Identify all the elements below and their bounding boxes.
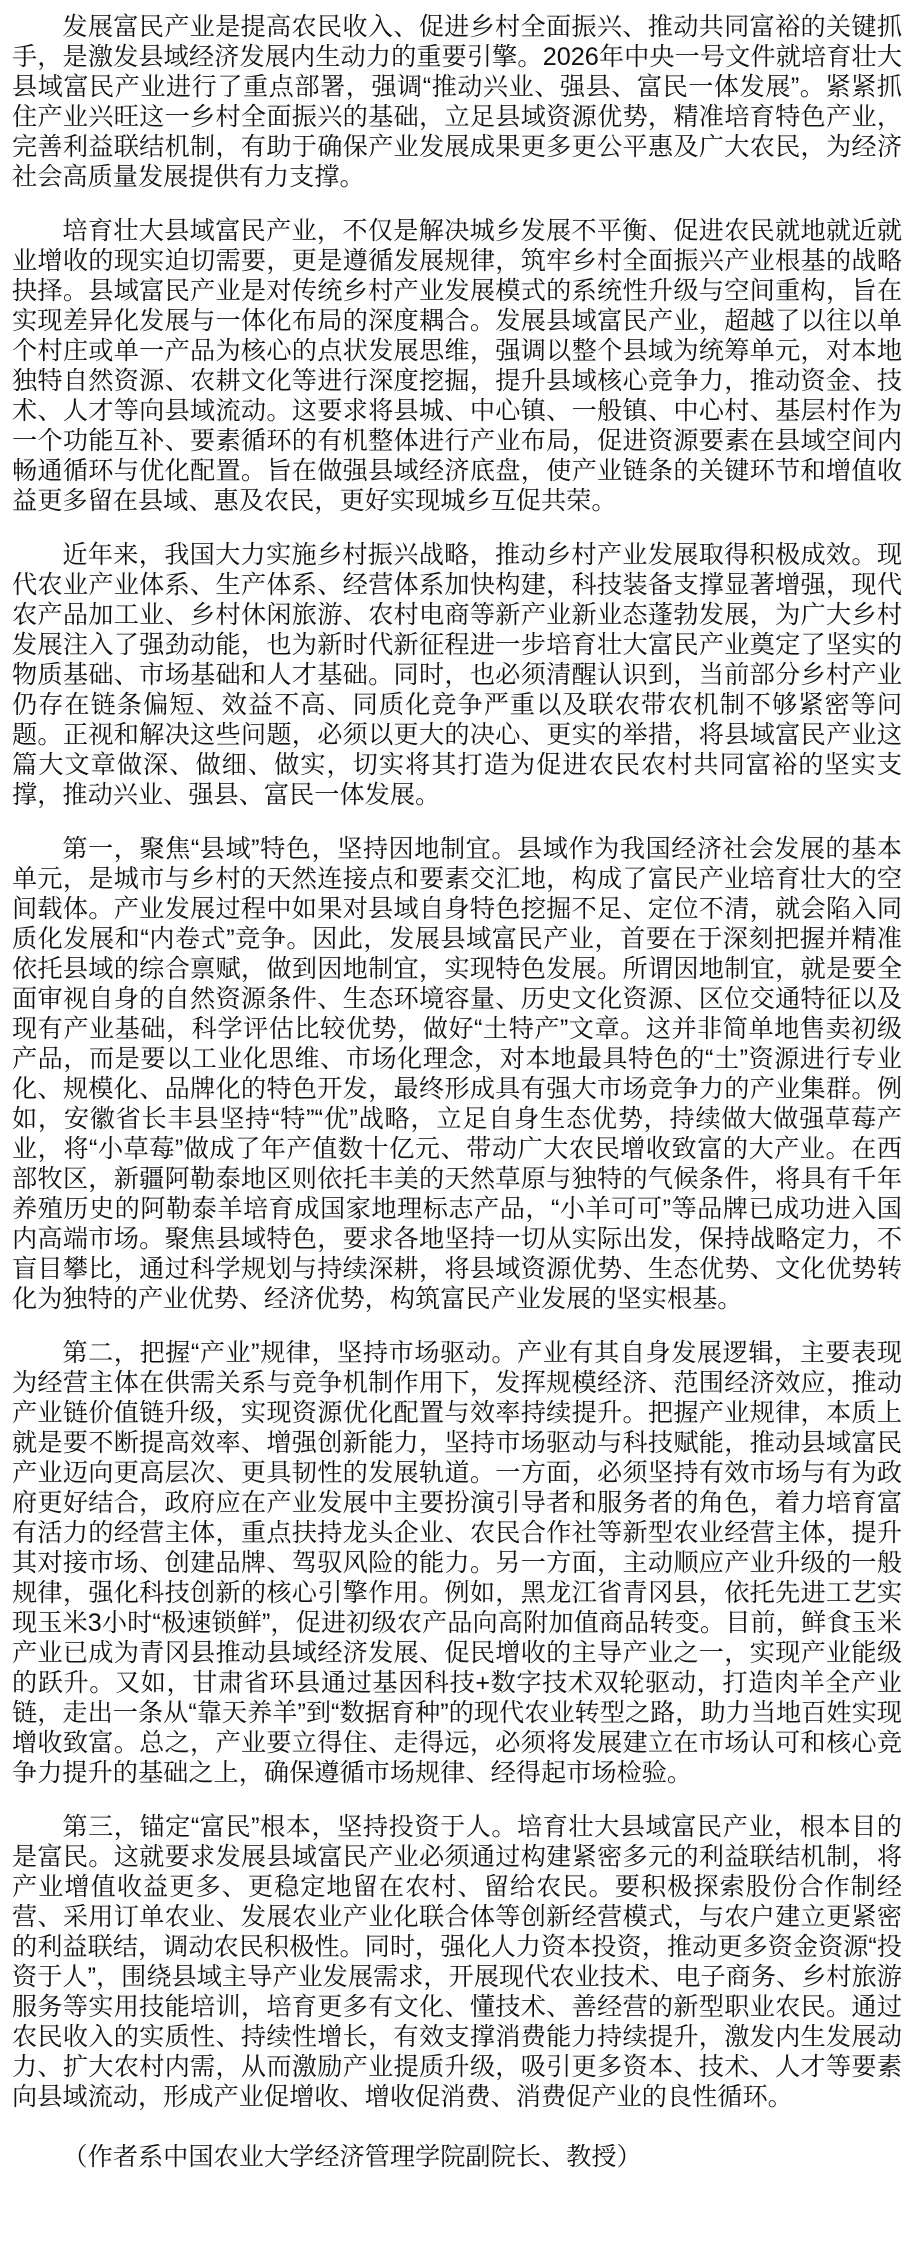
article-paragraph: 近年来，我国大力实施乡村振兴战略，推动乡村产业发展取得积极成效。现代农业产业体系、生产体系、经营体系加快构建，科技装备支撑显著增强，现代农产品加工业、乡村休闲旅游、农村电商等新产业新业态蓬勃发展，为广大乡村发展注入了强劲动能，也为新时代新征程进一步培育壮大富民产业奠定了坚实的物质基础、市场基础和人才基础。同时，也必须清醒认识到，当前部分乡村产业仍存在链条偏短、效益不高、同质化竞争严重以及联农带农机制不够紧密等问题。正视和解决这些问题，必须以更大的决心、更实的举措，将县域富民产业这篇大文章做深、做细、做实，切实将其打造为促进农民农村共同富裕的坚实支撑，推动兴业、强县、富民一体发展。 <box>12 541 902 809</box>
article-paragraph: 培育壮大县域富民产业，不仅是解决城乡发展不平衡、促进农民就地就近就业增收的现实迫切需要，更是遵循发展规律，筑牢乡村全面振兴产业根基的战略抉择。县域富民产业是对传统乡村产业发展模式的系统性升级与空间重构，旨在实现差异化发展与一体化布局的深度耦合。发展县域富民产业，超越了以往以单个村庄或单一产品为核心的点状发展思维，强调以整个县域为统筹单元，对本地独特自然资源、农耕文化等进行深度挖掘，提升县域核心竞争力，推动资金、技术、人才等向县域流动。这要求将县城、中心镇、一般镇、中心村、基层村作为一个功能互补、要素循环的有机整体进行产业布局，促进资源要素在县域空间内畅通循环与优化配置。旨在做强县域经济底盘，使产业链条的关键环节和增值收益更多留在县域、惠及农民，更好实现城乡互促共荣。 <box>12 217 902 515</box>
article-paragraph: 第三，锚定“富民”根本，坚持投资于人。培育壮大县域富民产业，根本目的是富民。这就要求发展县域富民产业必须通过构建紧密多元的利益联结机制，将产业增值收益更多、更稳定地留在农村、留给农民。要积极探索股份合作制经营、采用订单农业、发展农业产业化联合体等创新经营模式，与农户建立更紧密的利益联结，调动农民积极性。同时，强化人力资本投资，推动更多资金资源“投资于人”，围绕县域主导产业发展需求，开展现代农业技术、电子商务、乡村旅游服务等实用技能培训，培育更多有文化、懂技术、善经营的新型职业农民。通过农民收入的实质性、持续性增长，有效支撑消费能力持续提升，激发内生发展动力、扩大农村内需，从而激励产业提质升级，吸引更多资本、技术、人才等要素向县域流动，形成产业促增收、增收促消费、消费促产业的良性循环。 <box>12 1813 902 2111</box>
article-paragraph: 发展富民产业是提高农民收入、促进乡村全面振兴、推动共同富裕的关键抓手，是激发县域经济发展内生动力的重要引擎。2026年中央一号文件就培育壮大县域富民产业进行了重点部署，强调“推动兴业、强县、富民一体发展”。紧紧抓住产业兴旺这一乡村全面振兴的基础，立足县域资源优势，精准培育特色产业，完善利益联结机制，有助于确保产业发展成果更多更公平惠及广大农民，为经济社会高质量发展提供有力支撑。 <box>12 13 902 191</box>
author-byline: （作者系中国农业大学经济管理学院副院长、教授） <box>62 2143 642 2171</box>
article-paragraph: 第二，把握“产业”规律，坚持市场驱动。产业有其自身发展逻辑，主要表现为经营主体在供需关系与竞争机制作用下，发挥规模经济、范围经济效应，推动产业链价值链升级，实现资源优化配置与效率持续提升。把握产业规律，本质上就是要不断提高效率、增强创新能力，坚持市场驱动与科技赋能，推动县域富民产业迈向更高层次、更具韧性的发展轨道。一方面，必须坚持有效市场与有为政府更好结合，政府应在产业发展中主要扮演引导者和服务者的角色，着力培育富有活力的经营主体，重点扶持龙头企业、农民合作社等新型农业经营主体，提升其对接市场、创建品牌、驾驭风险的能力。另一方面，主动顺应产业升级的一般规律，强化科技创新的核心引擎作用。例如，黑龙江省青冈县，依托先进工艺实现玉米3小时“极速锁鲜”，促进初级农产品向高附加值商品转变。目前，鲜食玉米产业已成为青冈县推动县域经济发展、促民增收的主导产业之一，实现产业能级的跃升。又如，甘肃省环县通过基因科技+数字技术双轮驱动，打造肉羊全产业链，走出一条从“靠天养羊”到“数据育种”的现代农业转型之路，助力当地百姓实现增收致富。总之，产业要立得住、走得远，必须将发展建立在市场认可和核心竞争力提升的基础之上，确保遵循市场规律、经得起市场检验。 <box>12 1339 902 1787</box>
article-paragraph: 第一，聚焦“县域”特色，坚持因地制宜。县域作为我国经济社会发展的基本单元，是城市与乡村的天然连接点和要素交汇地，构成了富民产业培育壮大的空间载体。产业发展过程中如果对县域自身特色挖掘不足、定位不清，就会陷入同质化发展和“内卷式”竞争。因此，发展县域富民产业，首要在于深刻把握并精准依托县域的综合禀赋，做到因地制宜，实现特色发展。所谓因地制宜，就是要全面审视自身的自然资源条件、生态环境容量、历史文化资源、区位交通特征以及现有产业基础，科学评估比较优势，做好“土特产”文章。这并非简单地售卖初级产品，而是要以工业化思维、市场化理念，对本地最具特色的“土”资源进行专业化、规模化、品牌化的特色开发，最终形成具有强大市场竞争力的产业集群。例如，安徽省长丰县坚持“特”“优”战略，立足自身生态优势，持续做大做强草莓产业，将“小草莓”做成了年产值数十亿元、带动广大农民增收致富的大产业。在西部牧区，新疆阿勒泰地区则依托丰美的天然草原与独特的气候条件，将具有千年养殖历史的阿勒泰羊培育成国家地理标志产品，“小羊可可”等品牌已成功进入国内高端市场。聚焦县域特色，要求各地坚持一切从实际出发，保持战略定力，不盲目攀比，通过科学规划与持续深耕，将县域资源优势、生态优势、文化优势转化为独特的产业优势、经济优势，构筑富民产业发展的坚实根基。 <box>12 835 902 1313</box>
